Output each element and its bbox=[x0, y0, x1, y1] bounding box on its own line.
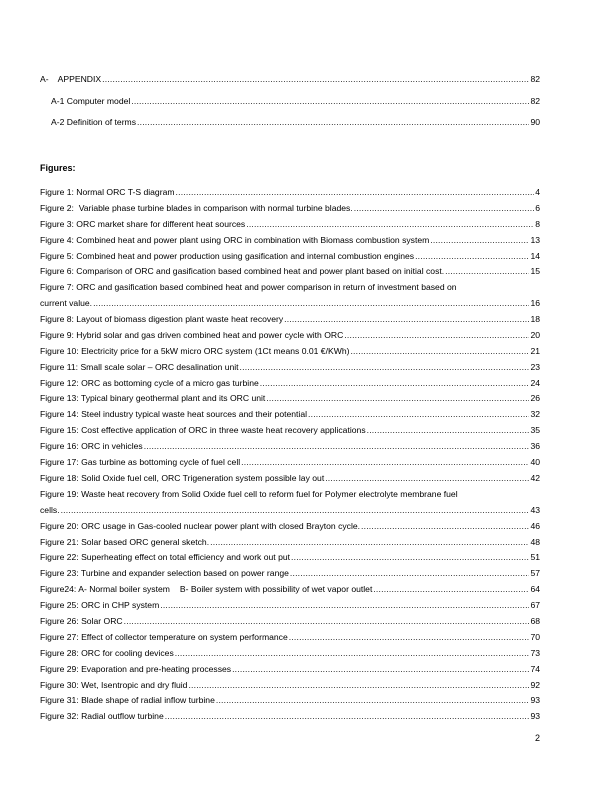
figure-entry[interactable] bbox=[40, 314, 540, 325]
figure-entry[interactable] bbox=[40, 584, 540, 595]
figure-entry[interactable] bbox=[40, 600, 540, 611]
figure-page: 93 bbox=[530, 695, 540, 705]
figure-entry[interactable] bbox=[40, 298, 540, 309]
figure-label: Figure 12: ORC as bottoming cycle of a micro gas turbine bbox=[40, 378, 259, 388]
figure-label: Figure 18: Solid Oxide fuel cell, ORC Trigeneration system possible lay out bbox=[40, 473, 325, 483]
figure-page: 26 bbox=[530, 393, 540, 403]
figure-entry[interactable] bbox=[40, 664, 540, 675]
figure-label: Figure 30: Wet, Isentropic and dry fluid bbox=[40, 680, 188, 690]
dot-leader bbox=[241, 457, 529, 468]
figure-entry[interactable] bbox=[40, 680, 540, 691]
figure-entry[interactable] bbox=[40, 568, 540, 579]
figure-page: 48 bbox=[530, 537, 540, 547]
figure-entry[interactable] bbox=[40, 695, 540, 706]
figure-page: 24 bbox=[530, 378, 540, 388]
dot-leader bbox=[61, 505, 530, 516]
figure-page: 21 bbox=[530, 346, 540, 356]
figure-label: Figure 10: Electricity price for a 5kW micro ORC system (1Ct means 0.01 €/KWh) bbox=[40, 346, 350, 356]
dot-leader bbox=[308, 409, 529, 420]
dot-leader bbox=[232, 664, 529, 675]
figure-page: 93 bbox=[530, 711, 540, 721]
toc-entry-page: 82 bbox=[530, 96, 540, 106]
figure-entry[interactable] bbox=[40, 362, 540, 373]
figure-page: 35 bbox=[530, 425, 540, 435]
figure-entry[interactable] bbox=[40, 330, 540, 341]
dot-leader bbox=[284, 314, 529, 325]
dot-leader bbox=[445, 266, 529, 277]
figure-page: 73 bbox=[530, 648, 540, 658]
dot-leader bbox=[290, 568, 530, 579]
figure-page: 20 bbox=[530, 330, 540, 340]
figure-label-line1: Figure 7: ORC and gasification based combined heat and power comparison in return of investment based on bbox=[40, 282, 457, 292]
figure-label-line1: Figure 19: Waste heat recovery from Solid Oxide fuel cell to reform fuel for Polymer electrolyte membrane fuel bbox=[40, 489, 458, 499]
toc-entry-label: A-2 Definition of terms bbox=[51, 117, 137, 127]
dot-leader bbox=[344, 330, 529, 341]
dot-leader bbox=[289, 632, 530, 643]
figure-label: Figure 32: Radial outflow turbine bbox=[40, 711, 164, 721]
figure-label: Figure 29: Evaporation and pre-heating processes bbox=[40, 664, 232, 674]
figure-page: 13 bbox=[530, 235, 540, 245]
figure-label-line2: cells. bbox=[40, 505, 60, 515]
figure-entry[interactable] bbox=[40, 393, 540, 404]
dot-leader bbox=[373, 584, 529, 595]
figure-label: Figure 25: ORC in CHP system bbox=[40, 600, 160, 610]
dot-leader bbox=[367, 425, 530, 436]
figure-label: Figure 2: Variable phase turbine blades in comparison with normal turbine blades. bbox=[40, 203, 353, 213]
figure-page: 64 bbox=[530, 584, 540, 594]
dot-leader bbox=[210, 537, 529, 548]
figure-label: Figure 1: Normal ORC T-S diagram bbox=[40, 187, 175, 197]
figure-page: 42 bbox=[530, 473, 540, 483]
figure-entry[interactable] bbox=[40, 251, 540, 262]
figure-entry[interactable] bbox=[40, 648, 540, 659]
dot-leader bbox=[165, 711, 530, 722]
figure-page: 92 bbox=[530, 680, 540, 690]
figure-label: Figure 21: Solar based ORC general sketch. bbox=[40, 537, 210, 547]
toc-entry-appendix[interactable] bbox=[40, 74, 540, 85]
dot-leader bbox=[137, 117, 529, 128]
figure-entry[interactable] bbox=[40, 346, 540, 357]
figure-label: Figure 13: Typical binary geothermal plant and its ORC unit bbox=[40, 393, 266, 403]
figure-entry[interactable] bbox=[40, 473, 540, 484]
figure-page: 4 bbox=[535, 187, 540, 197]
dot-leader bbox=[102, 74, 529, 85]
figure-entry[interactable] bbox=[40, 378, 540, 389]
figure-label-a: Figure24: A- Normal boiler system bbox=[40, 584, 170, 594]
figure-page: 51 bbox=[530, 552, 540, 562]
dot-leader bbox=[240, 362, 530, 373]
dot-leader bbox=[93, 298, 529, 309]
figure-entry[interactable] bbox=[40, 441, 540, 452]
figure-page: 6 bbox=[535, 203, 540, 213]
figure-label: Figure 26: Solar ORC bbox=[40, 616, 123, 626]
figure-page: 68 bbox=[530, 616, 540, 626]
figure-label: Figure 4: Combined heat and power plant using ORC in combination with Biomass combustion system bbox=[40, 235, 430, 245]
figure-label: Figure 15: Cost effective application of ORC in three waste heat recovery applications bbox=[40, 425, 366, 435]
toc-entry-label: A- APPENDIX bbox=[40, 74, 102, 84]
figure-label: Figure 9: Hybrid solar and gas driven combined heat and power cycle with ORC bbox=[40, 330, 344, 340]
toc-entry-definition-of-terms[interactable] bbox=[51, 117, 540, 128]
figure-page: 15 bbox=[530, 266, 540, 276]
dot-leader bbox=[124, 616, 530, 627]
figure-entry[interactable] bbox=[40, 457, 540, 468]
dot-leader bbox=[266, 393, 529, 404]
dot-leader bbox=[175, 648, 530, 659]
figure-entry[interactable] bbox=[40, 521, 540, 532]
figure-entry[interactable] bbox=[40, 266, 540, 277]
figure-label: Figure 14: Steel industry typical waste heat sources and their potential bbox=[40, 409, 308, 419]
figure-page: 36 bbox=[530, 441, 540, 451]
dot-leader bbox=[131, 96, 529, 107]
dot-leader bbox=[246, 219, 534, 230]
figure-label: Figure 31: Blade shape of radial inflow turbine bbox=[40, 695, 215, 705]
figure-entry[interactable] bbox=[40, 425, 540, 436]
figure-page: 18 bbox=[530, 314, 540, 324]
figure-label: Figure 22: Superheating effect on total efficiency and work out put bbox=[40, 552, 291, 562]
figure-entry[interactable] bbox=[40, 632, 540, 643]
figure-label: Figure 27: Effect of collector temperature on system performance bbox=[40, 632, 288, 642]
dot-leader bbox=[260, 378, 530, 389]
figure-label: Figure 3: ORC market share for different heat sources bbox=[40, 219, 246, 229]
figure-entry[interactable] bbox=[40, 203, 540, 214]
figure-label: Figure 5: Combined heat and power production using gasification and internal combustion engines bbox=[40, 251, 415, 261]
figure-label-b: B- Boiler system with possibility of wet vapor outlet bbox=[179, 584, 373, 594]
figure-entry[interactable] bbox=[40, 616, 540, 627]
figure-entry[interactable] bbox=[40, 505, 540, 516]
figures-heading: Figures: bbox=[40, 163, 76, 173]
dot-leader bbox=[361, 521, 529, 532]
figure-label: Figure 28: ORC for cooling devices bbox=[40, 648, 174, 658]
figure-label: Figure 8: Layout of biomass digestion plant waste heat recovery bbox=[40, 314, 284, 324]
figure-entry[interactable] bbox=[40, 711, 540, 722]
figure-entry[interactable] bbox=[40, 537, 540, 548]
figure-page: 32 bbox=[530, 409, 540, 419]
figure-entry[interactable] bbox=[40, 187, 540, 198]
figure-entry[interactable] bbox=[40, 235, 540, 246]
dot-leader bbox=[176, 187, 535, 198]
figure-page: 57 bbox=[530, 568, 540, 578]
figure-page: 16 bbox=[530, 298, 540, 308]
dot-leader bbox=[415, 251, 529, 262]
figure-label: Figure 16: ORC in vehicles bbox=[40, 441, 143, 451]
figure-entry[interactable] bbox=[40, 409, 540, 420]
figure-label: Figure 6: Comparison of ORC and gasification based combined heat and power plant based on initial cost. bbox=[40, 266, 445, 276]
figure-entry[interactable] bbox=[40, 552, 540, 563]
figure-page: 46 bbox=[530, 521, 540, 531]
figure-page: 70 bbox=[530, 632, 540, 642]
toc-entry-page: 82 bbox=[530, 74, 540, 84]
dot-leader bbox=[430, 235, 529, 246]
dot-leader bbox=[216, 695, 530, 706]
figure-page: 43 bbox=[530, 505, 540, 515]
figure-page: 23 bbox=[530, 362, 540, 372]
figure-page: 74 bbox=[530, 664, 540, 674]
dot-leader bbox=[291, 552, 529, 563]
toc-entry-label: A-1 Computer model bbox=[51, 96, 131, 106]
figure-page: 40 bbox=[530, 457, 540, 467]
figure-page: 67 bbox=[530, 600, 540, 610]
toc-entry-computer-model[interactable] bbox=[51, 96, 540, 107]
figure-entry[interactable] bbox=[40, 219, 540, 230]
dot-leader bbox=[160, 600, 529, 611]
dot-leader bbox=[188, 680, 529, 691]
figure-label: Figure 17: Gas turbine as bottoming cycle of fuel cell bbox=[40, 457, 241, 467]
dot-leader bbox=[350, 346, 529, 357]
figure-page: 14 bbox=[530, 251, 540, 261]
figure-label: Figure 11: Small scale solar – ORC desalination unit bbox=[40, 362, 239, 372]
figure-label: Figure 23: Turbine and expander selection based on power range bbox=[40, 568, 289, 578]
dot-leader bbox=[325, 473, 529, 484]
figure-page: 8 bbox=[535, 219, 540, 229]
dot-leader bbox=[144, 441, 530, 452]
page-number: 2 bbox=[535, 733, 541, 743]
dot-leader bbox=[354, 203, 534, 214]
figure-label-line2: current value. bbox=[40, 298, 93, 308]
figure-label: Figure 20: ORC usage in Gas-cooled nuclear power plant with closed Brayton cycle. bbox=[40, 521, 361, 531]
toc-entry-page: 90 bbox=[530, 117, 540, 127]
